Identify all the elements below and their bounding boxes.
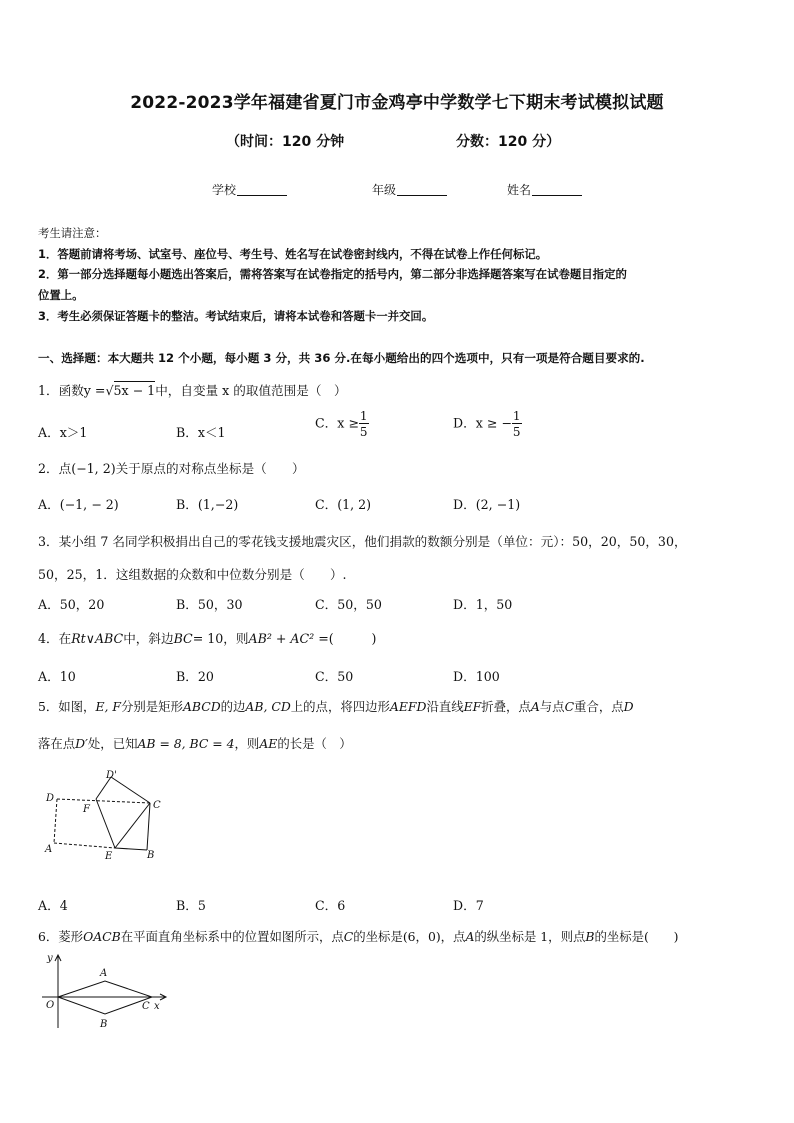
question-5-line1 [38, 697, 634, 715]
q3-option-c[interactable]: C．50，50 [315, 597, 382, 612]
numerator: 1 [359, 409, 368, 423]
q5-figure [40, 766, 170, 866]
grade-label: 年级 [372, 183, 397, 197]
q3-option-a[interactable]: A．50，20 [38, 597, 105, 612]
q5-text: ，则 [234, 736, 260, 751]
q1-c-fraction [359, 410, 369, 438]
q1-stem: 中，自变量 x 的取值范围是（ ） [155, 383, 347, 398]
q6-prefix: 6．菱形 [38, 929, 84, 944]
name-label: 姓名 [507, 183, 532, 197]
option-letter: C． [315, 497, 338, 512]
numerator: 1 [512, 409, 521, 423]
q4-triangle: Rt∨ABC [71, 631, 124, 646]
q5-point-c: C [564, 699, 575, 714]
q1-c-text: C．x ≥ [315, 415, 359, 431]
q6-rhombus: OACB [83, 929, 121, 944]
q5-option-b[interactable]: B．5 [176, 898, 206, 913]
q4-expression: AB² + AC² = [248, 631, 329, 646]
label-c: C [153, 800, 161, 811]
q5-text: 的边 [220, 699, 246, 714]
score-label: 分数：120 分） [456, 134, 561, 150]
q6-text: 在平面直角坐标系中的位置如图所示，点 [120, 929, 344, 944]
q5-point-d: D [623, 699, 634, 714]
question-1 [38, 380, 347, 399]
option-value: (1,−2) [197, 497, 239, 512]
section-heading: 一、选择题：本大题共 12 个小题，每小题 3 分，共 36 分.在每小题给出的四个选项中，只有一项是符合题目要求的. [38, 351, 645, 365]
notice-item: 3．考生必须保证答题卡的整洁。考试结束后，请将本试卷和答题卡一并交回。 [38, 309, 434, 323]
q1-function: y = [83, 383, 106, 398]
label-f: F [83, 804, 90, 815]
question-3-line1: 3．某小组 7 名同学积极捐出自己的零花钱支援地震灾区，他们捐款的数额分别是（单位：元）：50，20，50，30， [38, 534, 687, 549]
q5-points: E, F [95, 699, 121, 714]
label-c: C [142, 1001, 150, 1012]
q5-target: AE [259, 736, 278, 751]
q5-text: 分别是矩形 [120, 699, 183, 714]
q2-option-a[interactable] [38, 494, 119, 513]
q4-option-c[interactable]: C．50 [315, 669, 354, 684]
segment-bc [147, 803, 150, 850]
segment-ef [96, 799, 115, 848]
q4-option-b[interactable]: B．20 [176, 669, 214, 684]
dashed-da [54, 799, 57, 843]
option-value: (1, 2) [337, 497, 372, 512]
dashed-ae [54, 843, 115, 848]
question-5-line2 [38, 734, 352, 752]
q5-option-d[interactable]: D．7 [453, 898, 484, 913]
question-2 [38, 458, 305, 477]
q2-prefix: 2．点 [38, 461, 72, 476]
q4-blank: ( ) [328, 631, 377, 646]
segment-eb [115, 848, 147, 850]
option-value: (−1, − 2) [59, 497, 119, 512]
q4-text: 中，斜边 [123, 631, 174, 646]
q5-option-c[interactable]: C．6 [315, 898, 346, 913]
option-letter: A． [38, 497, 60, 512]
q1-option-a[interactable]: A．x＞1 [38, 425, 88, 440]
notice-heading: 考生请注意： [38, 226, 107, 240]
q5-line: EF [463, 699, 482, 714]
option-value: (2, −1) [475, 497, 521, 512]
label-y: y [47, 953, 53, 964]
q5-sides: AB, CD [245, 699, 291, 714]
name-field [507, 181, 582, 198]
q4-hypotenuse: BC [173, 631, 193, 646]
q1-radicand: 5x − 1 [113, 383, 156, 398]
denominator: 5 [512, 425, 521, 439]
q4-value: = 10，则 [192, 631, 249, 646]
q6-text: 的纵坐标是 1，则点 [474, 929, 586, 944]
label-x: x [154, 1001, 160, 1012]
q5-point-a: A [530, 699, 540, 714]
q5-point-dprime: D′ [75, 736, 88, 751]
q5-rect: ABCD [182, 699, 221, 714]
segment-dprimec [111, 777, 150, 803]
option-letter: B． [176, 497, 198, 512]
q3-option-d[interactable]: D．1，50 [453, 597, 513, 612]
q5-text: 处，已知 [87, 736, 138, 751]
denominator: 5 [359, 425, 368, 439]
notice-item: 2．第一部分选择题每小题选出答案后，需将答案写在试卷指定的括号内，第二部分非选择题答案写在试卷题目指定的 [38, 267, 627, 281]
q2-option-d[interactable] [453, 494, 520, 513]
q5-text: 与点 [539, 699, 565, 714]
grade-blank[interactable] [397, 183, 447, 196]
label-d: D [46, 793, 55, 804]
q6-point-a: A [465, 929, 475, 944]
label-a: A [45, 844, 53, 855]
name-blank[interactable] [532, 183, 582, 196]
q5-text: 沿直线 [426, 699, 464, 714]
label-b: B [100, 1019, 108, 1030]
q4-option-d[interactable]: D．100 [453, 669, 500, 684]
q1-prefix: 1．函数 [38, 383, 84, 398]
q5-given: AB = 8, BC = 4 [137, 736, 235, 751]
q4-prefix: 4．在 [38, 631, 72, 646]
grade-field [372, 181, 447, 198]
question-3-line2: 50，25，1．这组数据的众数和中位数分别是（ ）. [38, 567, 347, 582]
q2-point: (−1, 2) [71, 461, 116, 476]
option-letter: D． [453, 497, 476, 512]
q2-option-b[interactable] [176, 494, 238, 513]
school-blank[interactable] [237, 183, 287, 196]
q5-text: 上的点，将四边形 [290, 699, 390, 714]
q5-option-a[interactable]: A．4 [38, 898, 68, 913]
q5-quad: AEFD [389, 699, 427, 714]
time-label: （时间：120 分钟 [226, 134, 345, 150]
q6-figure [38, 948, 178, 1034]
school-field [212, 181, 287, 198]
q1-option-c[interactable] [315, 410, 369, 438]
question-6 [38, 927, 678, 945]
label-o: O [46, 1000, 55, 1011]
q5-text: 重合，点 [574, 699, 624, 714]
notice-item: 位置上。 [38, 288, 84, 302]
q6-text: 的坐标是(6，0)，点 [353, 929, 466, 944]
q6-point-b: B [585, 929, 595, 944]
q3-option-b[interactable]: B．50，30 [176, 597, 243, 612]
q2-option-c[interactable] [315, 494, 371, 513]
label-a: A [100, 968, 108, 979]
segment-ec [115, 803, 150, 848]
label-b: B [147, 850, 155, 861]
question-4 [38, 628, 376, 647]
q1-d-text: D．x ≥ − [453, 415, 512, 431]
q5-text: 的长是（ ） [277, 736, 352, 751]
q5-text: 折叠，点 [481, 699, 531, 714]
school-label: 学校 [212, 183, 237, 197]
q1-option-d[interactable] [453, 410, 522, 438]
label-dprime: D' [106, 770, 117, 781]
q1-option-b[interactable]: B．x＜1 [176, 425, 226, 440]
dashed-dc [57, 799, 150, 803]
q2-stem: 关于原点的对称点坐标是（ ） [115, 461, 305, 476]
q4-option-a[interactable]: A．10 [38, 669, 76, 684]
q6-point-c: C [343, 929, 354, 944]
q5-prefix: 5．如图， [38, 699, 96, 714]
q5-text: 落在点 [38, 736, 76, 751]
q6-text: 的坐标是( ) [594, 929, 679, 944]
q1-d-fraction [512, 410, 522, 438]
exam-title: 2022-2023学年福建省夏门市金鸡亭中学数学七下期末考试模拟试题 [130, 93, 664, 113]
label-e: E [105, 851, 113, 862]
notice-item: 1．答题前请将考场、试室号、座位号、考生号、姓名写在试卷密封线内，不得在试卷上作任何标记。 [38, 247, 548, 261]
sqrt-sign: √ [105, 383, 114, 398]
